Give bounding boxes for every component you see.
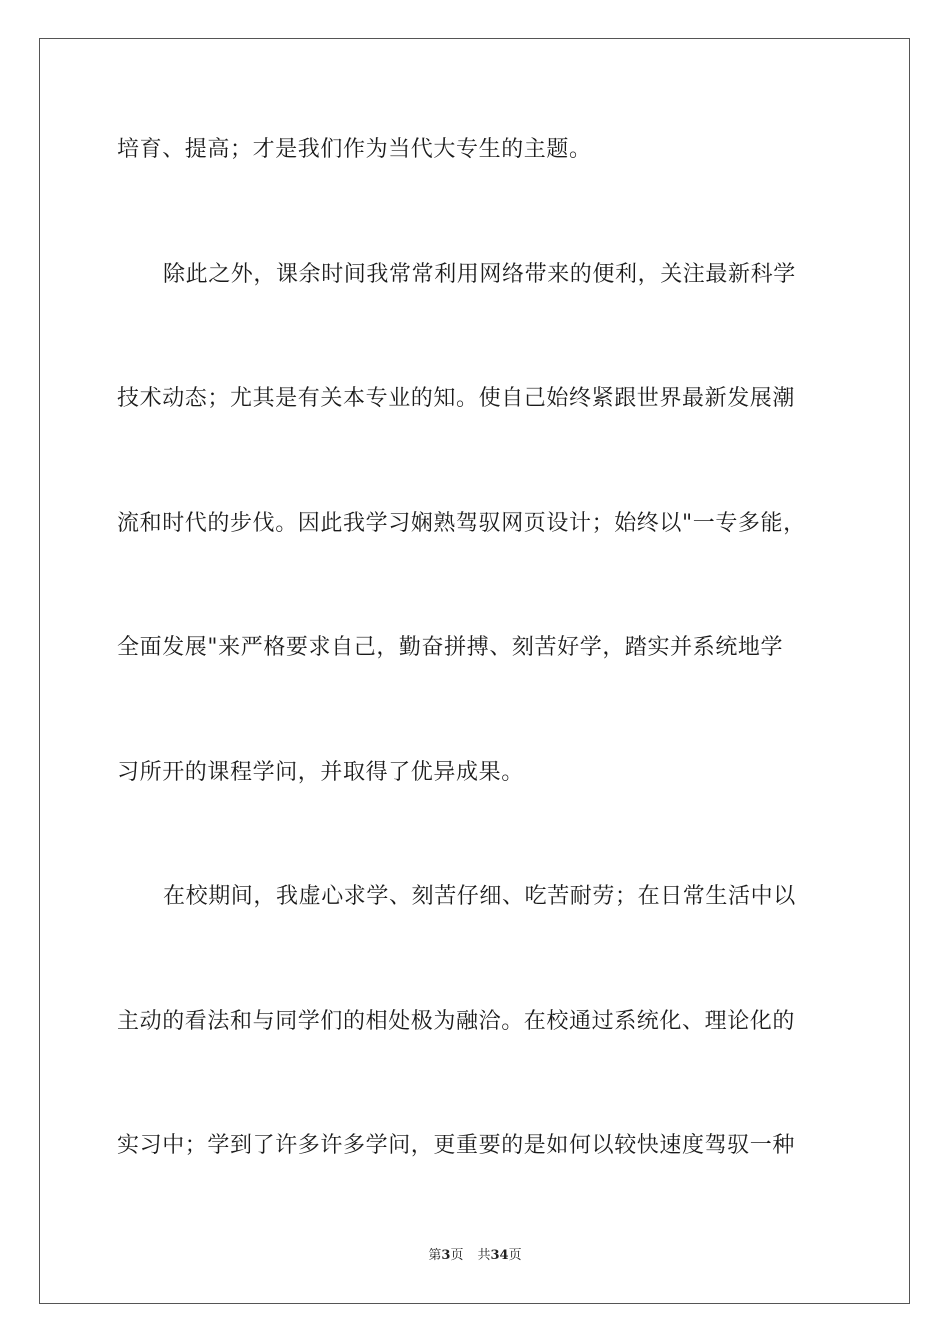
text-line-5: 全面发展"来严格要求自己，勤奋拼搏、刻苦好学，踏实并系统地学	[117, 635, 784, 660]
text-line-1: 培育、提高；才是我们作为当代大专生的主题。	[117, 137, 592, 162]
page-border	[39, 38, 910, 1304]
footer-page-prefix: 第	[428, 1248, 442, 1263]
text-line-9: 实习中；学到了许多许多学问，更重要的是如何以较快速度驾驭一种	[117, 1133, 796, 1158]
footer-total-suffix: 页	[508, 1248, 522, 1263]
text-line-7: 在校期间，我虚心求学、刻苦仔细、吃苦耐劳；在日常生活中以	[163, 884, 796, 909]
text-line-2: 除此之外，课余时间我常常利用网络带来的便利，关注最新科学	[163, 262, 796, 287]
text-line-4: 流和时代的步伐。因此我学习娴熟驾驭网页设计；始终以"一专多能，	[117, 511, 806, 536]
footer-total-pages: 34	[490, 1248, 509, 1263]
footer-page-suffix: 页	[450, 1248, 464, 1263]
text-line-6: 习所开的课程学问，并取得了优异成果。	[117, 760, 524, 785]
text-line-3: 技术动态；尤其是有关本专业的知。使自己始终紧跟世界最新发展潮	[117, 386, 796, 411]
page-footer	[0, 1247, 950, 1265]
footer-page-number: 3	[441, 1248, 451, 1263]
text-line-8: 主动的看法和与同学们的相处极为融洽。在校通过系统化、理论化的	[117, 1009, 796, 1034]
footer-total-prefix: 共	[477, 1248, 491, 1263]
